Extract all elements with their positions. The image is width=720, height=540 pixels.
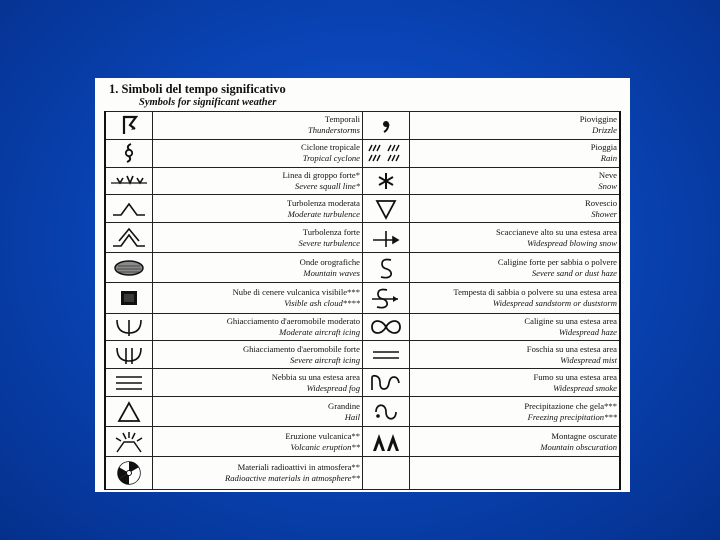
table-row bbox=[105, 167, 620, 195]
symbol-label: Nebbia su una estesa area Widespread fog bbox=[153, 369, 363, 397]
severe-icing-icon bbox=[105, 341, 153, 369]
symbol-label: Pioviggine Drizzle bbox=[410, 112, 621, 140]
symbol-label: Materiali radioattivi in atmosfera** Radioactive materials in atmosphere** bbox=[153, 457, 363, 490]
symbol-label: Temporali Thunderstorms bbox=[153, 112, 363, 140]
symbol-label: Montagne oscurate Mountain obscuration bbox=[410, 427, 621, 457]
radioactive-icon bbox=[105, 457, 153, 490]
table-row bbox=[105, 427, 620, 457]
symbol-label: Rovescio Shower bbox=[410, 195, 621, 223]
mountain-obscuration-icon bbox=[363, 427, 410, 457]
blowing-snow-icon bbox=[363, 223, 410, 253]
hail-icon bbox=[105, 396, 153, 426]
shower-icon bbox=[363, 195, 410, 223]
table-row bbox=[105, 223, 620, 253]
volcanic-ash-icon bbox=[105, 283, 153, 313]
snow-icon bbox=[363, 167, 410, 195]
smoke-icon bbox=[363, 369, 410, 397]
rain-icon bbox=[363, 139, 410, 167]
symbol-label: Turbolenza forte Severe turbulence bbox=[153, 223, 363, 253]
symbol-label: Scaccianeve alto su una estesa area Widespread blowing snow bbox=[410, 223, 621, 253]
symbol-label: Caligine forte per sabbia o polvere Severe sand or dust haze bbox=[410, 253, 621, 283]
sheet-subtitle: Symbols for significant weather bbox=[139, 97, 277, 108]
table-row bbox=[105, 139, 620, 167]
fog-icon bbox=[105, 369, 153, 397]
freezing-precipitation-icon bbox=[363, 396, 410, 426]
symbol-label: Ciclone tropicale Tropical cyclone bbox=[153, 139, 363, 167]
symbol-sheet bbox=[95, 78, 630, 492]
symbol-label: Ghiacciamento d'aeromobile forte Severe aircraft icing bbox=[153, 341, 363, 369]
symbol-label bbox=[410, 457, 621, 490]
tropical-cyclone-icon bbox=[105, 139, 153, 167]
table-row bbox=[105, 369, 620, 397]
symbol-label: Foschia su una estesa area Widespread mist bbox=[410, 341, 621, 369]
symbol-label: Neve Snow bbox=[410, 167, 621, 195]
table-row bbox=[105, 253, 620, 283]
symbol-label: Grandine Hail bbox=[153, 396, 363, 426]
volcanic-eruption-icon bbox=[105, 427, 153, 457]
table-row bbox=[105, 341, 620, 369]
symbol-label: Linea di groppo forte* Severe squall line* bbox=[153, 167, 363, 195]
moderate-icing-icon bbox=[105, 313, 153, 341]
sheet-title: 1. Simboli del tempo significativo bbox=[109, 82, 286, 96]
table-row bbox=[105, 195, 620, 223]
symbol-label: Pioggia Rain bbox=[410, 139, 621, 167]
table-row bbox=[105, 313, 620, 341]
mountain-waves-icon bbox=[105, 253, 153, 283]
symbol-label: Caligine su una estesa area Widespread haze bbox=[410, 313, 621, 341]
squall-line-icon bbox=[105, 167, 153, 195]
table-row bbox=[105, 112, 620, 140]
haze-icon bbox=[363, 313, 410, 341]
table-row bbox=[105, 457, 620, 490]
symbol-label: Precipitazione che gela*** Freezing precipitation*** bbox=[410, 396, 621, 426]
symbols-table bbox=[104, 111, 621, 490]
moderate-turbulence-icon bbox=[105, 195, 153, 223]
sandstorm-icon bbox=[363, 283, 410, 313]
drizzle-icon bbox=[363, 112, 410, 140]
symbol-label: Ghiacciamento d'aeromobile moderato Moderate aircraft icing bbox=[153, 313, 363, 341]
symbol-label: Onde orografiche Mountain waves bbox=[153, 253, 363, 283]
severe-turbulence-icon bbox=[105, 223, 153, 253]
thunderstorm-icon bbox=[105, 112, 153, 140]
symbol-label: Nube di cenere vulcanica visibile*** Visible ash cloud**** bbox=[153, 283, 363, 313]
symbol-label: Tempesta di sabbia o polvere su una estesa area Widespread sandstorm or duststorm bbox=[410, 283, 621, 313]
symbol-label: Eruzione vulcanica** Volcanic eruption** bbox=[153, 427, 363, 457]
table-row bbox=[105, 396, 620, 426]
symbol-label: Turbolenza moderata Moderate turbulence bbox=[153, 195, 363, 223]
sand-haze-icon bbox=[363, 253, 410, 283]
mist-icon bbox=[363, 341, 410, 369]
symbol-label: Fumo su una estesa area Widespread smoke bbox=[410, 369, 621, 397]
table-row bbox=[105, 283, 620, 313]
blank-icon bbox=[363, 457, 410, 490]
